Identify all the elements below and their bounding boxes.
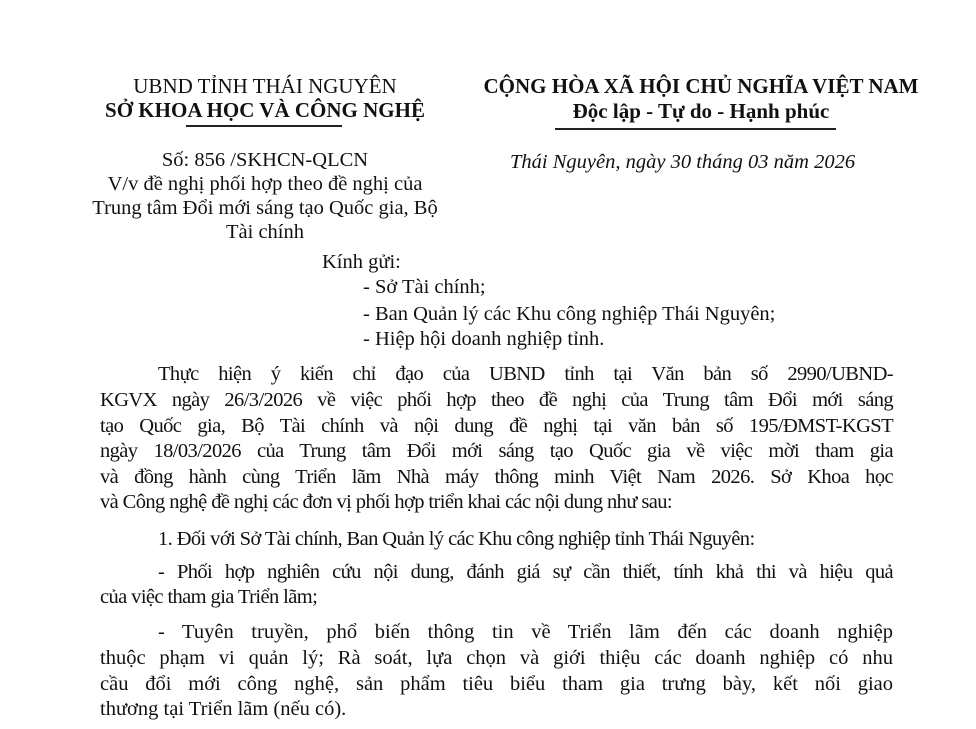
document-number: Số: 856 /SKHCN-QLCN [161,149,369,171]
intro-line: tạo Quốc gia, Bộ Tài chính và nội dung đề nghị tại văn bản số 195/ĐMST-KGST [100,415,893,437]
recipient-item: - Hiệp hội doanh nghiệp tỉnh. [363,328,605,350]
item1-line: - Phối hợp nghiên cứu nội dung, đánh giá sự cần thiết, tính khả thi và hiệu quả [158,561,893,583]
item1-line: của việc tham gia Triển lãm; [100,586,318,608]
item2-line: thuộc phạm vi quản lý; Rà soát, lựa chọn và giới thiệu các doanh nghiệp có nhu [100,647,893,669]
section-heading: 1. Đối với Sở Tài chính, Ban Quản lý các Khu công nghiệp tỉnh Thái Nguyên: [158,528,755,550]
national-motto: Độc lập - Tự do - Hạnh phúc [572,99,830,123]
department-underline [186,125,342,127]
subject-line: Trung tâm Đổi mới sáng tạo Quốc gia, Bộ [92,197,438,219]
recipients-label: Kính gửi: [322,251,401,273]
intro-line: ngày 18/03/2026 của Trung tâm Đổi mới sáng tạo Quốc gia về việc mời tham gia [100,440,893,462]
item2-line: cầu đổi mới công nghệ, sản phẩm tiêu biểu tham gia trưng bày, kết nối giao [100,673,893,695]
intro-line: Thực hiện ý kiến chỉ đạo của UBND tỉnh tại Văn bản số 2990/UBND- [158,363,893,385]
item2-line: - Tuyên truyền, phổ biến thông tin về Triển lãm đến các doanh nghiệp [158,621,893,643]
item2-line: thương tại Triển lãm (nếu có). [100,698,347,720]
subject-line: V/v đề nghị phối hợp theo đề nghị của [107,173,423,195]
subject-line: Tài chính [226,221,304,243]
issuing-authority: UBND TỈNH THÁI NGUYÊN [133,74,397,98]
issuing-department: SỞ KHOA HỌC VÀ CÔNG NGHỆ [105,98,425,122]
intro-line: và Công nghệ đề nghị các đơn vị phối hợp triển khai các nội dung như sau: [100,491,672,513]
recipient-item: - Sở Tài chính; [363,276,486,298]
place-and-date: Thái Nguyên, ngày 30 tháng 03 năm 2026 [510,151,856,173]
intro-line: KGVX ngày 26/3/2026 về việc phối hợp theo đề nghị của Trung tâm Đổi mới sáng [100,389,893,411]
recipient-item: - Ban Quản lý các Khu công nghiệp Thái Nguyên; [363,303,776,325]
national-title: CỘNG HÒA XÃ HỘI CHỦ NGHĨA VIỆT NAM [483,74,919,98]
intro-line: và đồng hành cùng Triển lãm Nhà máy thông minh Việt Nam 2026. Sở Khoa học [100,466,893,488]
motto-underline [555,128,836,130]
